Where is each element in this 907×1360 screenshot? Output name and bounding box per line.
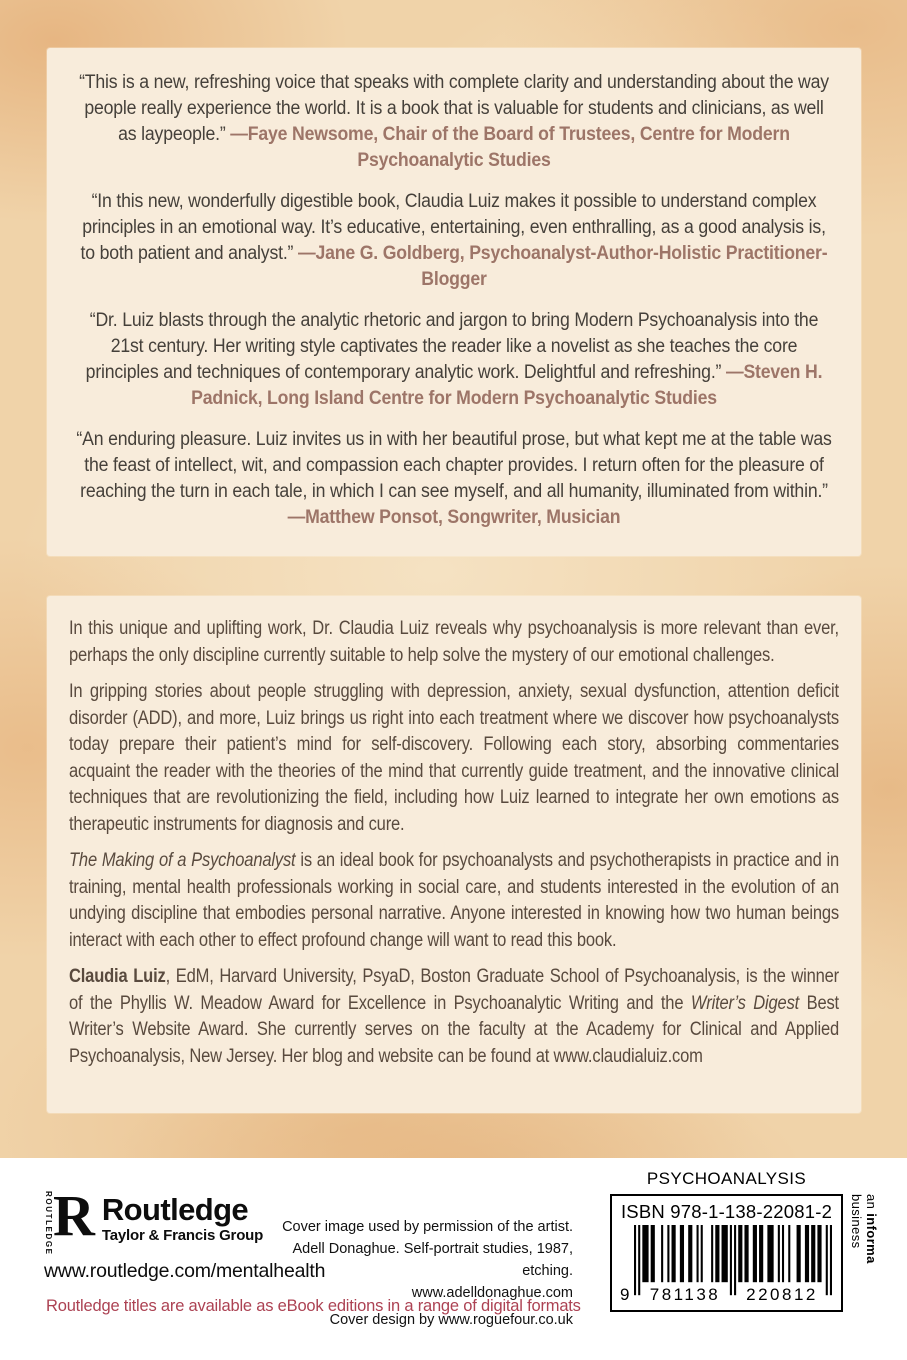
barcode-digits — [621, 1285, 832, 1305]
routledge-logo — [44, 1183, 264, 1256]
barcode — [621, 1225, 832, 1307]
review-quote: “Dr. Luiz blasts through the analytic rhetoric and jargon to bring Modern Psychoanalysis into the 21st century. Her writing style captivates the reader like a novelist as she teaches the core principles and techniques of contemporary analytic work. Delightful and refreshing.” —Steven H. Padnick, Long Island Centre for Modern Psychoanalytic Studies — [85, 310, 823, 409]
informa-business-label — [849, 1194, 879, 1312]
cover-credits — [243, 1216, 573, 1331]
publisher-group-name: Taylor & Francis Group — [101, 1227, 264, 1244]
isbn-barcode-box — [610, 1194, 843, 1312]
description-paragraph: The Making of a Psychoanalyst is an ideal book for psychoanalysts and psychotherapists in practice and in training, mental health professionals working in social care, and students interested in the evolution of an undying discipline that embodies personal narrative. Anyone interested in knowing how two human beings interact with each other to effect profound change will want to read this book. — [69, 850, 839, 951]
informa-label-part: business — [849, 1194, 864, 1249]
publisher-footer — [0, 1158, 907, 1360]
ebook-availability-notice: Routledge titles are available as eBook editions in a range of digital formats — [46, 1297, 581, 1315]
description-panel — [47, 596, 861, 1113]
artist-url: www.adelldonaghue.com — [411, 1285, 573, 1301]
praise-quotes-panel — [47, 48, 861, 556]
cover-credit-line: Cover image used by permission of the artist. — [282, 1219, 573, 1235]
informa-label-part: informa — [864, 1213, 879, 1264]
review-quote: “An enduring pleasure. Luiz invites us in with her beautiful prose, but what kept me at the table was the feast of intellect, wit, and compassion each chapter provides. I return often for the pleasure of reaching the turn in each tale, in which I can see myself, and all humanity, illuminated from within.” —Matthew Ponsot, Songwriter, Musician — [76, 429, 832, 528]
barcode-digit-group: 220812 — [739, 1285, 825, 1305]
publisher-url: www.routledge.com/mentalhealth — [44, 1260, 326, 1282]
publisher-name: Routledge — [101, 1192, 249, 1227]
routledge-logo-r-mark: R — [53, 1183, 95, 1248]
barcode-digit-group: 781138 — [643, 1285, 727, 1305]
routledge-logo-vertical-text: ROUTLEDGE — [44, 1191, 53, 1256]
author-bio-paragraph: Claudia Luiz, EdM, Harvard University, PsyaD, Boston Graduate School of Psychoanalysis, is the winner of the Phyllis W. Meadow Award for Excellence in Psychoanalytic Writing and the Writer’s Digest Best Writer’s Website Award. She currently serves on the faculty at the Academy for Clinical and Applied Psychoanalysis, New Jersey. Her blog and website can be found at www.claudialuiz.com — [69, 966, 839, 1067]
cover-credit-line: Adell Donaghue. Self-portrait studies, 1987, etching. — [292, 1241, 573, 1279]
review-quote: “In this new, wonderfully digestible book, Claudia Luiz makes it possible to understand complex principles in an emotional way. It’s educative, entertaining, even enthralling, as a good analysis is, to both patient and analyst.” —Jane G. Goldberg, Psychoanalyst-Author-Holistic Practitioner-Blogger — [80, 191, 828, 290]
isbn-label: ISBN 978-1-138-22081-2 — [620, 1201, 833, 1222]
category-label: PSYCHOANALYSIS — [646, 1169, 807, 1188]
barcode-digit-group: 9 — [620, 1285, 630, 1304]
informa-label-part: an — [864, 1194, 879, 1214]
description-paragraph: In this unique and uplifting work, Dr. Claudia Luiz reveals why psychoanalysis is more relevant than ever, perhaps the only discipline currently suitable to help solve the mystery of our emotional challenges. — [69, 618, 839, 666]
cover-design-credit: Cover design by www.roguefour.co.uk — [329, 1312, 573, 1328]
review-quote: “This is a new, refreshing voice that speaks with complete clarity and understanding about the way people really experience the world. It is a book that is valuable for students and clinicians, as well as laypeople.” —Faye Newsome, Chair of the Board of Trustees, Centre for Modern Psychoanalytic Studies — [79, 72, 829, 171]
description-paragraph: In gripping stories about people struggling with depression, anxiety, sexual dysfunction, attention deficit disorder (ADD), and more, Luiz brings us right into each treatment where we discover how psychoanalysts today prepare their patient’s mind for self-discovery. Following each story, absorbing commentaries acquaint the reader with the theories of the mind that currently guide treatment, and the innovative clinical techniques that are revolutionizing the field, including how Luiz learned to integrate her own emotions as therapeutic instruments for diagnosis and cure. — [69, 681, 839, 835]
